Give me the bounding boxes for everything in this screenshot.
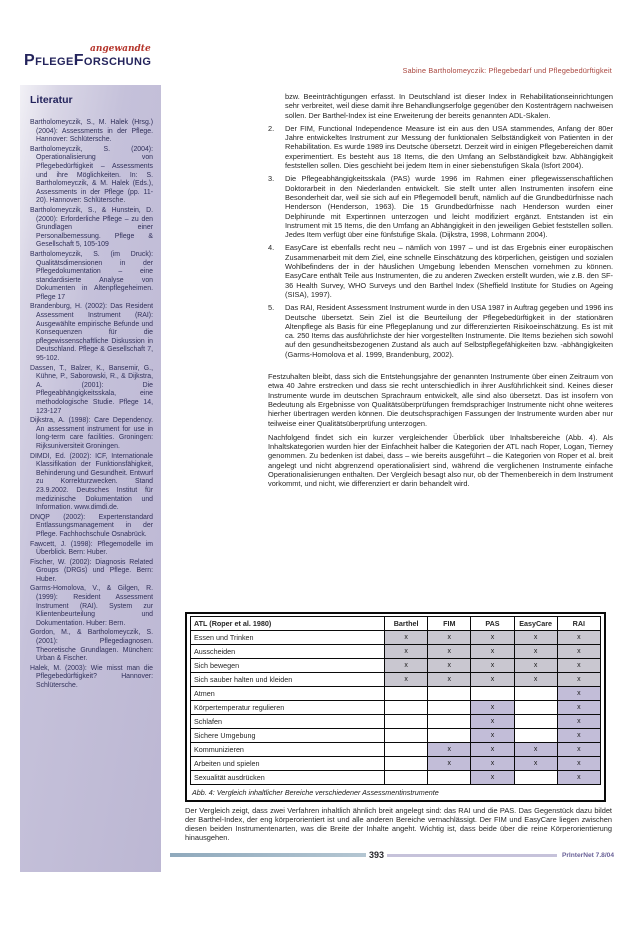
table-row — [191, 771, 601, 785]
mark-cell: x — [514, 757, 557, 771]
figure-4 — [185, 612, 606, 802]
item-text: Die Pflegeabhängigkeitsskala (PAS) wurde 1996 im Rahmen einer pflegewissenschaftlichen Doktorarbeit in den Niederlanden entwickelt. Sie stellt unter allen Instrumenten insofern eine Besonderheit dar, weil sie sich auf ein Pflegemodell beruft, nämlich auf die Grundbedürfnisse nach Henderson (Henderson, 1963). Die 15 Grundbedürfnisse nach Henderson wurden einer Delphirunde mit Expertinnen unterzogen und leicht modifiziert ergänzt. Entstanden ist ein Instrument mit 15 Items, die den Umfang an Abhängigkeit in den jeweiligen Gebiet feststellen sollen. Jedes Item verfügt über eine fünfstufige Skala. (Dijkstra, 1998, Lohrmann 2004). — [285, 174, 613, 240]
column-header-instrument: FIM — [428, 617, 471, 631]
empty-cell — [428, 771, 471, 785]
numbered-list — [268, 124, 613, 359]
empty-cell — [514, 715, 557, 729]
empty-cell — [385, 729, 428, 743]
column-header-instrument: EasyCare — [514, 617, 557, 631]
mark-cell: x — [471, 673, 514, 687]
mark-cell: x — [471, 715, 514, 729]
table-row — [191, 687, 601, 701]
column-header-instrument: RAI — [557, 617, 600, 631]
body-paragraph: Nachfolgend findet sich ein kurzer vergleichender Überblick über Inhaltsbereiche (Abb. 4). Als Inhaltskategorien wurden hier der Einfachheit halber die Kategorien der ATL nach Roper, Logan, Tierney genommen. Zu bedenken ist dabei, dass – wie bereits ausgeführt – die Kategorien von Roper et al. breit angelegt und nicht abgrenzend operationalisiert sind, während die verglichenen Instrumente einfache Operationalisierungen enthalten. Der Vergleich besagt also nur, ob der Themenbereich in dem Instrument vorkommt, und nicht, wie differenziert er darin behandelt wird. — [268, 432, 613, 489]
empty-cell — [385, 701, 428, 715]
atl-category-cell: Sichere Umgebung — [191, 729, 385, 743]
sidebar-title: Literatur — [30, 94, 73, 106]
empty-cell — [471, 687, 514, 701]
mark-cell: x — [471, 757, 514, 771]
empty-cell — [428, 701, 471, 715]
mark-cell: x — [557, 645, 600, 659]
numbered-item — [268, 174, 613, 239]
reference-item: Halek, M. (2003): Wie misst man die Pflegebedürftigkeit? Hannover: Schlütersche. — [30, 664, 153, 689]
reference-list — [30, 119, 153, 691]
mark-cell: x — [514, 673, 557, 687]
empty-cell — [385, 715, 428, 729]
mark-cell: x — [471, 701, 514, 715]
mark-cell: x — [471, 729, 514, 743]
item-number: 4. — [268, 243, 275, 253]
item-text: Das RAI, Resident Assessment Instrument wurde in den USA 1987 in Auftrag gegeben und 1996 ins Deutsche übersetzt. Sein Ziel ist die Beurteilung der Pflegebedürftigkeit in der stationären Altenpflege als Basis für eine Pflegeplanung und zur differenzierten Risikoeinschätzung. Es ist mit ca. 250 Items das ausführlichste der hier vorgestellten Instrumente. Die Items beziehen sich sowohl auf den gesundheitsbezogenen Zustand als auch auf Selbstpflegefähigkeiten bzw. -abhängigkeiten (Garms-Homolova et al. 1999, Brandenburg, 2002). — [285, 303, 613, 359]
reference-item: Bartholomeyczik, S., & Hunstein, D. (2000): Erforderliche Pflege – zu den Grundlagen einer Personalbemessung. Pflege & Gesellschaft 5, 105-109 — [30, 206, 153, 249]
page-footer — [170, 850, 614, 860]
item-number: 3. — [268, 174, 275, 184]
brand-logo: PflegeForschung — [24, 52, 152, 69]
mark-cell: x — [385, 673, 428, 687]
reference-item: Dassen, T., Balzer, K., Bansemir, G., Kühne, P., Saborowski, R., & Dijkstra, A. (2001): Die Pflegeabhängigkeitsskala, eine methodologische Studie. Pflege 14, 123-127 — [30, 364, 153, 415]
empty-cell — [385, 743, 428, 757]
table-header-row — [191, 617, 601, 631]
atl-category-cell: Sexualität ausdrücken — [191, 771, 385, 785]
running-head: Sabine Bartholomeyczik: Pflegebedarf und Pflegebedürftigkeit — [402, 66, 612, 75]
reference-item: Bartholomeyczik, S. (im Druck): Qualitätsdimensionen in der Pflegedokumentation – eine standardisierte Analyse von Dokumenten in Altenpflegeheimen. Pflege 17 — [30, 250, 153, 301]
reference-item: Bartholomeyczik, S. (2004): Operationalisierung von Pflegebedürftigkeit – Assessments und ihre Möglichkeiten. In: S. Bartholomeyczik, & M. Halek (Eds.), Assessments in der Pflege (pp. 11-20). Hannover: Schlütersche. — [30, 145, 153, 205]
mark-cell: x — [385, 645, 428, 659]
article-body — [268, 92, 613, 489]
page-number: 393 — [369, 850, 385, 860]
empty-cell — [428, 729, 471, 743]
reference-item: DNQP (2002): Expertenstandard Entlassungsmanagement in der Pflege. Fachhochschule Osnabrück. — [30, 513, 153, 538]
table-row — [191, 715, 601, 729]
body-paragraphs — [268, 372, 613, 489]
mark-cell: x — [428, 659, 471, 673]
mark-cell: x — [428, 673, 471, 687]
mark-cell: x — [471, 659, 514, 673]
atl-category-cell: Arbeiten und spielen — [191, 757, 385, 771]
empty-cell — [428, 687, 471, 701]
empty-cell — [514, 687, 557, 701]
intro-paragraph: bzw. Beeinträchtigungen erfasst. In Deutschland ist dieser Index in Rehabilitationseinrichtungen sehr verbreitet, weil diese damit ihre Behandlungserfolge gegenüber den Kostenträgern nachweisen sollen. Der Barthel-Index ist eine Erweiterung der bereits genannten ADL-Skalen. — [285, 92, 613, 120]
mark-cell: x — [557, 743, 600, 757]
reference-item: Dijkstra, A. (1998): Care Dependency. An assessment instrument for use in long-term care facilities. Groningen: Rijksuniversiteit Groningen. — [30, 417, 153, 450]
numbered-item — [268, 303, 613, 359]
mark-cell: x — [428, 757, 471, 771]
issue-label: PrInterNet 7.8/04 — [561, 851, 614, 859]
mark-cell: x — [471, 771, 514, 785]
mark-cell: x — [557, 687, 600, 701]
atl-category-cell: Schlafen — [191, 715, 385, 729]
mark-cell: x — [385, 659, 428, 673]
item-text: Der FIM, Functional Independence Measure ist ein aus den USA stammendes, Anfang der 80er Jahre entwickeltes Instrument zur Messung der funktionalen Selbständigkeit von Patienten in der Rehabilitation. Es wurde 1989 ins Deutsche übersetzt. Derzeit wird in einigen Pflegebereichen damit experimentiert. Es besteht aus 18 Items, die den Umfang an Selbständigkeit bzw. Abhängigkeit feststellen sollen. Dies geschieht bei jedem Item in einer siebenstufigen Skala (Isfort 2004). — [285, 123, 613, 171]
closing-paragraph: Der Vergleich zeigt, dass zwei Verfahren inhaltlich ähnlich breit angelegt sind: das RAI und die PAS. Das Gegenstück dazu bildet der Barthel-Index, der eng körperorientiert ist und alle anderen Bereiche vernachlässigt. Der FIM und EasyCare liegen zwischen diesen beiden Instrumentenarten, was die Breite der Inhalte angeht. Wichtig ist, dass beide über die reine Körperorientierung hinausgehen. — [185, 806, 612, 842]
column-header-atl: ATL (Roper et al. 1980) — [191, 617, 385, 631]
literature-sidebar — [20, 85, 161, 872]
table-row — [191, 673, 601, 687]
item-number: 5. — [268, 303, 275, 313]
mark-cell: x — [557, 757, 600, 771]
mark-cell: x — [514, 645, 557, 659]
mark-cell: x — [471, 645, 514, 659]
empty-cell — [385, 757, 428, 771]
empty-cell — [385, 771, 428, 785]
mark-cell: x — [557, 659, 600, 673]
empty-cell — [385, 687, 428, 701]
mark-cell: x — [514, 743, 557, 757]
assessment-comparison-table — [190, 616, 601, 785]
table-row — [191, 757, 601, 771]
table-row — [191, 729, 601, 743]
atl-category-cell: Körpertemperatur regulieren — [191, 701, 385, 715]
column-header-instrument: Barthel — [385, 617, 428, 631]
footer-rule-right — [387, 854, 557, 857]
table-row — [191, 743, 601, 757]
empty-cell — [514, 701, 557, 715]
reference-item: Brandenburg, H. (2002): Das Resident Assessment Instrument (RAI): Ausgewählte empirische Befunde und Konsequenzen für die pflegewissenschaftliche Diskussion in Deutschland. Pflege & Gesellschaft 7, 95-102. — [30, 303, 153, 363]
item-number: 2. — [268, 123, 275, 133]
atl-category-cell: Sich bewegen — [191, 659, 385, 673]
numbered-item — [268, 243, 613, 299]
figure-caption: Abb. 4: Vergleich inhaltlicher Bereiche verschiedener Assessmentinstrumente — [192, 788, 439, 797]
item-text: EasyCare ist ebenfalls recht neu – nämlich von 1997 – und ist das Ergebnis einer europäischen Zusammenarbeit mit dem Ziel, eine schnelle Einschätzung des körperlichen, geistigen und sozialen Wohlbefindens der in der häuslichen Umgebung lebenden Menschen vornehmen zu können. EasyCare enthält Teile aus Instrumenten, die zu anderen Zwecken erstellt wurden, wie z.B. den SF-36 Health Survey, WHO Surveys und den Barthel Index (Sheffield Institute for Studies on Ageing (SISA), 1997). — [285, 243, 613, 299]
mark-cell: x — [514, 631, 557, 645]
empty-cell — [514, 729, 557, 743]
atl-category-cell: Kommunizieren — [191, 743, 385, 757]
brand-script-label: angewandte — [90, 44, 151, 54]
table-row — [191, 645, 601, 659]
reference-item: Fawcett, J. (1998): Pflegemodelle im Überblick. Bern: Huber. — [30, 540, 153, 557]
mark-cell: x — [557, 771, 600, 785]
column-header-instrument: PAS — [471, 617, 514, 631]
mark-cell: x — [557, 673, 600, 687]
footer-rule-left — [170, 853, 366, 857]
mark-cell: x — [557, 715, 600, 729]
numbered-item — [268, 124, 613, 170]
table-row — [191, 701, 601, 715]
empty-cell — [514, 771, 557, 785]
mark-cell: x — [557, 701, 600, 715]
mark-cell: x — [471, 631, 514, 645]
atl-category-cell: Ausscheiden — [191, 645, 385, 659]
table-row — [191, 631, 601, 645]
body-paragraph: Festzuhalten bleibt, dass sich die Entstehungsjahre der genannten Instrumente über einen Zeitraum von etwa 40 Jahre erstrecken und dass sie recht unterschiedlich in ihrer Ausführlichkeit sind. Keines dieser Instrumente wurde im deutschen Sprachraum entwickelt, alle sind also übersetzt. Das ist insofern von Bedeutung als Ergebnisse von Qualitätsüberprüfungen fremdsprachiger Instrumente nicht ohne weiteres hierher übertragen werden können. Die deutschsprachigen Fassungen der Instrumente wurden aber nur teilweise einer Qualitätsüberprüfung unterzogen. — [268, 372, 613, 428]
reference-item: Bartholomeyczik, S., M. Halek (Hrsg.) (2004): Assessments in der Pflege. Hannover: Schlütersche. — [30, 119, 153, 144]
mark-cell: x — [385, 631, 428, 645]
mark-cell: x — [428, 743, 471, 757]
reference-item: DIMDI, Ed. (2002): ICF, Internationale Klassifikation der Funktionsfähigkeit, Behinderung und Gesundheit. Entwurf zu Korrekturzwecken. Stand 23.9.2002. Deutsches Institut für medizinische Dokumentation und Information. www.dimdi.de. — [30, 452, 153, 512]
atl-category-cell: Atmen — [191, 687, 385, 701]
table-row — [191, 659, 601, 673]
reference-item: Gordon, M., & Bartholomeyczik, S. (2001): Pflegediagnosen. Theoretische Grundlagen. München: Urban & Fischer. — [30, 629, 153, 663]
mark-cell: x — [514, 659, 557, 673]
mark-cell: x — [471, 743, 514, 757]
mark-cell: x — [428, 631, 471, 645]
mark-cell: x — [557, 729, 600, 743]
atl-category-cell: Sich sauber halten und kleiden — [191, 673, 385, 687]
atl-category-cell: Essen und Trinken — [191, 631, 385, 645]
empty-cell — [428, 715, 471, 729]
mark-cell: x — [428, 645, 471, 659]
reference-item: Fischer, W. (2002): Diagnosis Related Groups (DRGs) und Pflege. Bern: Huber. — [30, 558, 153, 583]
mark-cell: x — [557, 631, 600, 645]
reference-item: Garms-Homolova, V., & Gilgen, R. (1999): Resident Assessment Instrument (RAI). System zur Klientenbeurteilung und Dokumentation. Huber: Bern. — [30, 585, 153, 627]
